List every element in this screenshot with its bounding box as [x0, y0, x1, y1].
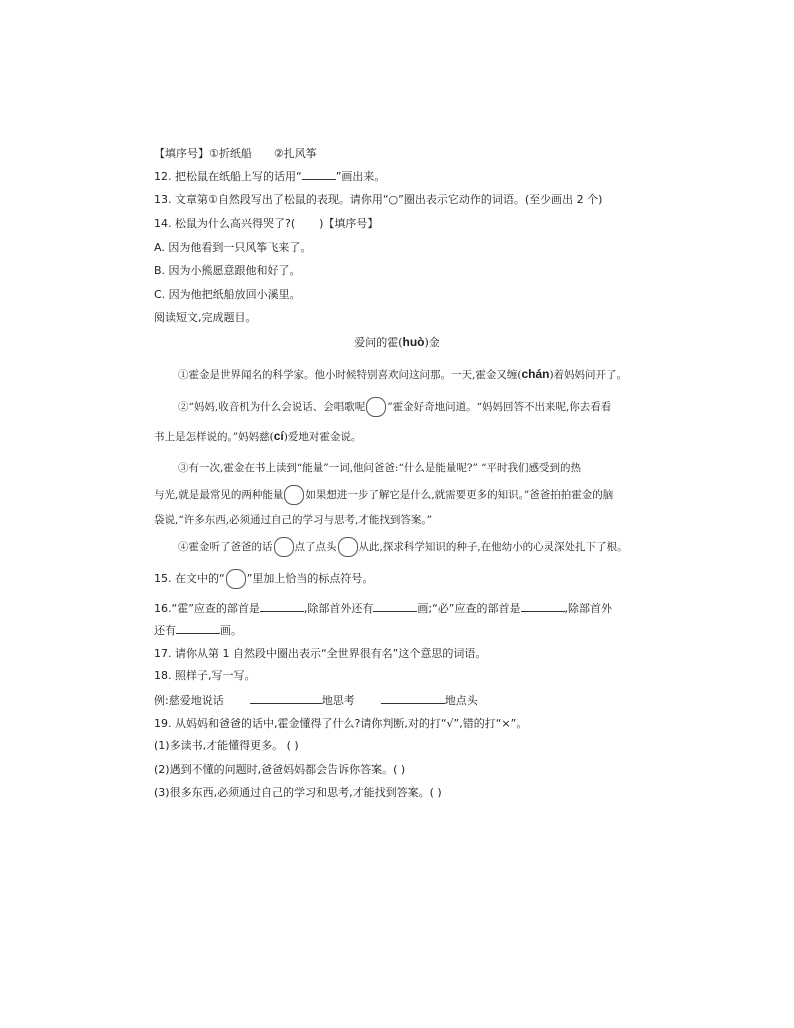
- q12-text-post: ”画出来。: [335, 170, 386, 183]
- q15-text-pre: 15. 在文中的“: [154, 572, 225, 585]
- question-19-item-3: (3)很多东西,必须通过自己的学习和思考,才能找到答案。( ): [154, 786, 442, 799]
- question-19-item-1: (1)多读书,才能懂得更多。 ( ): [154, 739, 299, 752]
- question-15: [154, 570, 373, 588]
- story-paragraph-3-line-3: 袋说,“许多东西,必须通过自己的学习与思考,才能找到答案。”: [154, 514, 432, 526]
- q18-item-2: 地点头: [444, 694, 478, 707]
- q15-punctuation-sample: [226, 569, 246, 587]
- p4-text-mid: 点了点头: [294, 541, 337, 553]
- reading-intro: 阅读短文,完成题目。: [154, 311, 257, 324]
- question-14: [154, 216, 378, 232]
- p2-text-c-pre: 书上是怎样说的。”妈妈慈(: [154, 431, 274, 443]
- punctuation-blank-1[interactable]: [366, 397, 386, 415]
- punctuation-blank-2[interactable]: [284, 485, 304, 503]
- story-paragraph-3-line-1: ③有一次,霍金在书上读到“能量”一词,他问爸爸:“什么是能量呢?” “平时我们感受到的热: [178, 462, 582, 474]
- p2-pinyin: cí: [273, 429, 284, 443]
- question-18-example: [154, 692, 478, 709]
- story-title-post: )金: [424, 336, 440, 349]
- story-paragraph-4: [178, 538, 628, 556]
- q12-text-pre: 12. 把松鼠在纸船上写的话用“: [154, 170, 302, 183]
- option-a: A. 因为他看到一只风筝飞来了。: [154, 241, 312, 254]
- question-16-line-2: [154, 622, 242, 639]
- fill-order-a: 【填序号】①折纸船: [154, 147, 252, 160]
- q18-blank-1[interactable]: [250, 692, 322, 704]
- q15-text-post: ”里加上恰当的标点符号。: [246, 572, 374, 585]
- q16-blank-strokes-1[interactable]: [373, 600, 417, 612]
- story-title-pinyin: huò: [402, 335, 425, 349]
- q16-blank-radical-1[interactable]: [260, 600, 304, 612]
- p1-pinyin: chán: [521, 367, 550, 381]
- option-b: B. 因为小熊愿意跟他和好了。: [154, 264, 301, 277]
- question-13: 13. 文章第①自然段写出了松鼠的表现。请你用“○”圈出表示它动作的词语。(至少画出 2 个): [154, 193, 603, 206]
- q16-text-f: 画。: [220, 624, 242, 637]
- p2-text-c-post: )爱地对霍金说。: [283, 431, 362, 443]
- question-12: [154, 168, 385, 185]
- q18-example-text: 例:慈爱地说话: [154, 694, 224, 707]
- q18-item-1: 地思考: [321, 694, 355, 707]
- q14-text-pre: 14. 松鼠为什么高兴得哭了?(: [154, 217, 296, 230]
- fill-order-line: [154, 146, 317, 162]
- question-18: 18. 照样子,写一写。: [154, 669, 256, 682]
- story-paragraph-2-line-1: [178, 398, 611, 416]
- story-title-pre: 爱问的霍(: [354, 336, 403, 349]
- question-19: 19. 从妈妈和爸爸的话中,霍金懂得了什么?请你判断,对的打“√”,错的打“×”。: [154, 717, 528, 730]
- story-paragraph-1: [178, 366, 627, 383]
- q16-text-a: 16.“霍”应查的部首是: [154, 602, 260, 615]
- q14-text-post: )【填序号】: [319, 217, 379, 230]
- p4-text-post: 从此,探求科学知识的种子,在他幼小的心灵深处扎下了根。: [358, 541, 628, 553]
- question-16-line-1: [154, 600, 612, 617]
- q12-answer-blank[interactable]: [302, 168, 336, 180]
- punctuation-blank-4[interactable]: [338, 537, 358, 555]
- punctuation-blank-3[interactable]: [274, 537, 294, 555]
- q16-blank-radical-2[interactable]: [521, 600, 565, 612]
- q18-blank-2[interactable]: [381, 692, 445, 704]
- p4-text-pre: ④霍金听了爸爸的话: [178, 541, 273, 553]
- question-17: 17. 请你从第 1 自然段中圈出表示“全世界很有名”这个意思的词语。: [154, 647, 487, 660]
- p1-text-pre: ①霍金是世界闻名的科学家。他小时候特别喜欢问这问那。一天,霍金又缠(: [178, 369, 522, 381]
- q16-blank-strokes-2[interactable]: [176, 622, 220, 634]
- p2-text-b: ”霍金好奇地问道。“妈妈回答不出来呢,你去看看: [387, 401, 612, 413]
- p3-text-b-post: 如果想进一步了解它是什么,就需要更多的知识。”爸爸拍拍霍金的脑: [305, 489, 614, 501]
- q16-text-d: ,除部首外: [564, 602, 612, 615]
- option-c: C. 因为他把纸船放回小溪里。: [154, 288, 301, 301]
- story-title: [0, 334, 794, 351]
- p1-text-post: )着妈妈问开了。: [549, 369, 628, 381]
- q16-text-c: 画;“必”应查的部首是: [417, 602, 521, 615]
- q16-text-e: 还有: [154, 624, 176, 637]
- p3-text-b-pre: 与光,就是最常见的两种能量: [154, 489, 284, 501]
- question-19-item-2: (2)遇到不懂的问题时,爸爸妈妈都会告诉你答案。( ): [154, 763, 406, 776]
- p2-text-a: ②“妈妈,收音机为什么会说话、会唱歌呢: [178, 401, 366, 413]
- q16-text-b: ,除部首外还有: [303, 602, 374, 615]
- fill-order-b: ②扎风筝: [273, 147, 317, 160]
- story-paragraph-3-line-2: [154, 486, 613, 504]
- story-paragraph-2-line-2: [154, 428, 361, 445]
